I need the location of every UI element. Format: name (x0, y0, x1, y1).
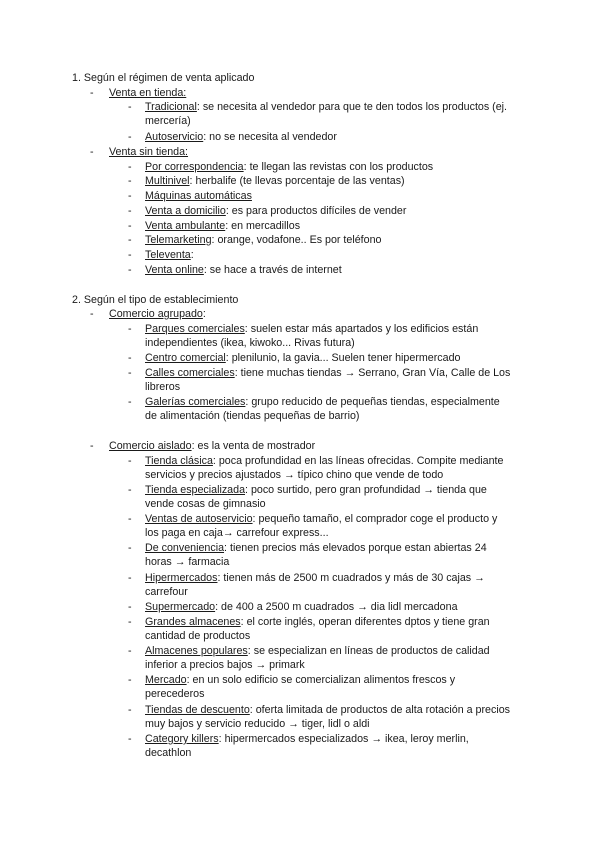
list-item-category-killers (145, 733, 469, 746)
desc: : herbalife (te llevas porcentaje de las ventas) (189, 175, 405, 187)
group-title-comercio-agrupado (109, 308, 206, 321)
desc: : se especializan en líneas de productos de calidad (247, 645, 490, 657)
dash-bullet: - (128, 616, 132, 628)
list-item-continuation: perecederos (145, 688, 205, 700)
dash-bullet: - (128, 513, 132, 525)
dash-bullet: - (90, 146, 94, 158)
list-item-telemarketing (145, 234, 381, 247)
desc: : de 400 a 2500 m cuadrados → dia lidl mercadona (215, 601, 458, 613)
dash-bullet: - (128, 234, 132, 246)
list-item-parques-comerciales (145, 323, 478, 336)
dash-bullet: - (128, 572, 132, 584)
list-item-centro-comercial (145, 352, 460, 365)
desc: : es para productos difíciles de vender (225, 205, 407, 217)
list-item-continuation: servicios y precios ajustados → típico chino que vende de todo (145, 469, 444, 481)
list-item-tienda-clasica (145, 455, 503, 468)
list-item-venta-online (145, 264, 342, 277)
dash-bullet: - (128, 542, 132, 554)
list-item-multinivel (145, 175, 405, 188)
desc: : suelen estar más apartados y los edificios están (244, 323, 479, 335)
list-item-continuation: horas → farmacia (145, 556, 230, 568)
list-item-continuation: de alimentación (tiendas pequeñas de barrio) (145, 410, 360, 422)
term: Almacenes populares (145, 645, 248, 657)
desc: : no se necesita al vendedor (203, 131, 337, 143)
term: Tienda clásica (145, 455, 213, 467)
desc: : grupo reducido de pequeñas tiendas, especialmente (245, 396, 500, 408)
group-title-venta-sin-tienda: Venta sin tienda: (109, 146, 189, 158)
desc: : oferta limitada de productos de alta rotación a precios (249, 704, 510, 716)
term: Tienda especializada (145, 484, 246, 496)
list-item-continuation: muy bajos y servicio reducido → tiger, lidl o aldi (145, 718, 370, 730)
list-item-tradicional (145, 101, 507, 114)
list-item-grandes-almacenes (145, 616, 490, 629)
list-item-hipermercados (145, 572, 485, 585)
term: Venta a domicilio (145, 205, 226, 217)
term: Por correspondencia (145, 161, 244, 173)
desc: : plenilunio, la gavia... Suelen tener hipermercado (225, 352, 461, 364)
term: Venta ambulante (145, 220, 226, 232)
list-item-calles-comerciales (145, 367, 510, 380)
list-item-televenta (145, 249, 194, 262)
list-item-continuation: carrefour (145, 586, 188, 598)
dash-bullet: - (128, 733, 132, 745)
dash-bullet: - (90, 308, 94, 320)
dash-bullet: - (128, 161, 132, 173)
group-title: Comercio aislado (109, 440, 192, 452)
term: De conveniencia (145, 542, 225, 554)
list-item-galerias-comerciales (145, 396, 500, 409)
desc: : tiene muchas tiendas → Serrano, Gran Vía, Calle de Los (234, 367, 511, 379)
section-1-heading: 1. Según el régimen de venta aplicado (72, 72, 255, 84)
dash-bullet: - (128, 323, 132, 335)
list-item-almacenes-populares (145, 645, 490, 658)
desc: : tienen precios más elevados porque estan abiertas 24 (224, 542, 487, 554)
dash-bullet: - (128, 175, 132, 187)
list-item-continuation: cantidad de productos (145, 630, 251, 642)
dash-bullet: - (128, 205, 132, 217)
list-item-ventas-de-autoservicio (145, 513, 497, 526)
list-item-mercado (145, 674, 455, 687)
group-title: Comercio agrupado (109, 308, 203, 320)
term: Telemarketing (145, 234, 212, 246)
dash-bullet: - (128, 484, 132, 496)
dash-bullet: - (128, 601, 132, 613)
dash-bullet: - (128, 674, 132, 686)
list-item-continuation: independientes (ikea, kiwoko... Rivas futura) (145, 337, 355, 349)
list-item-venta-ambulante (145, 220, 300, 233)
group-suffix: : es la venta de mostrador (191, 440, 316, 452)
list-item-continuation: inferior a precios bajos → primark (145, 659, 305, 671)
group-title-comercio-aislado (109, 440, 315, 453)
desc: : (190, 249, 194, 261)
term: Hipermercados (145, 572, 218, 584)
term: Parques comerciales (145, 323, 245, 335)
list-item-continuation: los paga en caja→ carrefour express... (145, 527, 329, 539)
term: Mercado (145, 674, 187, 686)
term: Multinivel (145, 175, 190, 187)
list-item-continuation: libreros (145, 381, 181, 393)
list-item-autoservicio (145, 131, 337, 144)
term: Ventas de autoservicio (145, 513, 253, 525)
group-suffix: : (202, 308, 206, 320)
dash-bullet: - (128, 352, 132, 364)
list-item-venta-a-domicilio (145, 205, 406, 218)
dash-bullet: - (90, 440, 94, 452)
term: Tiendas de descuento (145, 704, 250, 716)
desc: : tienen más de 2500 m cuadrados y más de 30 cajas → (217, 572, 485, 584)
term: Supermercado (145, 601, 216, 613)
term: Category killers (145, 733, 219, 745)
list-item-tiendas-de-descuento (145, 704, 510, 717)
desc: : te llegan las revistas con los productos (243, 161, 434, 173)
list-item-tienda-especializada (145, 484, 487, 497)
dash-bullet: - (128, 367, 132, 379)
list-item-de-conveniencia (145, 542, 487, 555)
desc: : pequeño tamaño, el comprador coge el producto y (252, 513, 498, 525)
dash-bullet: - (128, 249, 132, 261)
desc: : se hace a través de internet (203, 264, 342, 276)
term: Televenta (145, 249, 191, 261)
section-2-heading: 2. Según el tipo de establecimiento (72, 294, 239, 306)
desc: : poca profundidad en las líneas ofrecidas. Compite mediante (212, 455, 504, 467)
list-item-continuation: vende cosas de gimnasio (145, 498, 266, 510)
list-item-continuation: decathlon (145, 747, 192, 759)
list-item-supermercado (145, 601, 458, 614)
dash-bullet: - (128, 101, 132, 113)
list-item-continuation: mercería) (145, 115, 191, 127)
term: Máquinas automáticas (145, 190, 252, 202)
dash-bullet: - (128, 455, 132, 467)
desc: : poco surtido, pero gran profundidad → tienda que (245, 484, 487, 496)
dash-bullet: - (128, 704, 132, 716)
term: Autoservicio (145, 131, 204, 143)
dash-bullet: - (128, 190, 132, 202)
dash-bullet: - (128, 220, 132, 232)
list-item-maquinas-automaticas (145, 190, 252, 203)
list-item-por-correspondencia (145, 161, 433, 174)
desc: : en un solo edificio se comercializan alimentos frescos y (186, 674, 456, 686)
desc: : el corte inglés, operan diferentes dptos y tiene gran (240, 616, 490, 628)
dash-bullet: - (90, 87, 94, 99)
term: Grandes almacenes (145, 616, 241, 628)
dash-bullet: - (128, 264, 132, 276)
desc: : se necesita al vendedor para que te den todos los productos (ej. (196, 101, 508, 113)
term: Centro comercial (145, 352, 226, 364)
desc: : en mercadillos (225, 220, 301, 232)
term: Galerías comerciales (145, 396, 246, 408)
group-title-venta-en-tienda: Venta en tienda: (109, 87, 187, 99)
term: Venta online (145, 264, 204, 276)
dash-bullet: - (128, 131, 132, 143)
term: Tradicional (145, 101, 197, 113)
dash-bullet: - (128, 396, 132, 408)
desc: : orange, vodafone.. Es por teléfono (211, 234, 382, 246)
dash-bullet: - (128, 645, 132, 657)
desc: : hipermercados especializados → ikea, leroy merlin, (218, 733, 469, 745)
term: Calles comerciales (145, 367, 235, 379)
